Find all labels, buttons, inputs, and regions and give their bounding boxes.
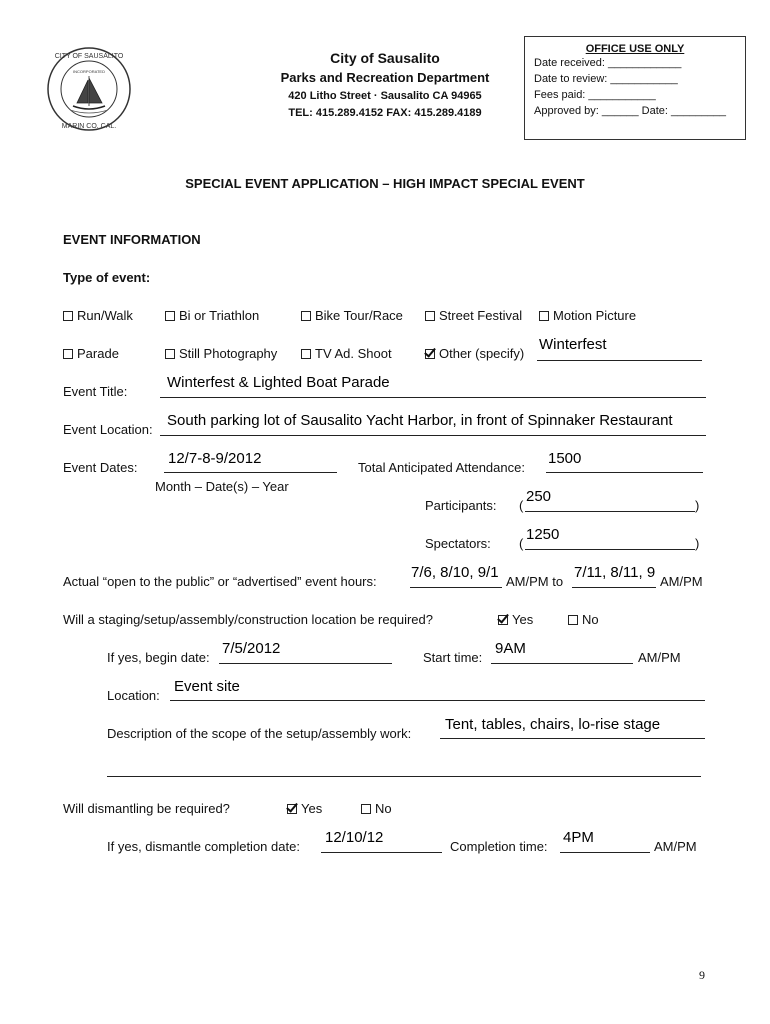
event-title-value[interactable]: Winterfest & Lighted Boat Parade <box>167 374 390 391</box>
setup-location-value[interactable]: Event site <box>174 678 240 695</box>
event-dates-value[interactable]: 12/7-8-9/2012 <box>168 450 262 467</box>
hours-ampm: AM/PM <box>660 574 703 589</box>
dismantle-question: Will dismantling be required? <box>63 801 230 816</box>
attendance-value[interactable]: 1500 <box>548 450 582 467</box>
type-of-event-label: Type of event: <box>63 270 151 285</box>
checked-checkbox-icon[interactable] <box>287 804 297 814</box>
section-heading: EVENT INFORMATION <box>63 232 201 247</box>
other-specify-value[interactable]: Winterfest <box>539 336 607 353</box>
svg-text:MARIN CO. CAL.: MARIN CO. CAL. <box>61 123 117 130</box>
completion-time-label: Completion time: <box>450 839 548 854</box>
scope-extra-line[interactable] <box>107 776 701 777</box>
type-parade[interactable]: Parade <box>63 346 119 361</box>
type-motion-picture[interactable]: Motion Picture <box>539 308 636 323</box>
staging-no[interactable]: No <box>568 612 599 627</box>
checkbox-icon[interactable] <box>425 311 435 321</box>
checkbox-icon[interactable] <box>568 615 578 625</box>
start-ampm: AM/PM <box>638 650 681 665</box>
type-tv-ad[interactable]: TV Ad. Shoot <box>301 346 392 361</box>
page-number: 9 <box>699 968 705 982</box>
spectators-label: Spectators: <box>425 536 491 551</box>
date-received: Date received: ____________ <box>534 57 682 69</box>
form-title: SPECIAL EVENT APPLICATION – HIGH IMPACT SPECIAL EVENT <box>185 176 585 191</box>
checked-checkbox-icon[interactable] <box>498 615 508 625</box>
dismantle-date-value[interactable]: 12/10/12 <box>325 829 384 846</box>
begin-date-value[interactable]: 7/5/2012 <box>222 640 281 657</box>
start-time-label: Start time: <box>423 650 483 665</box>
event-dates-label: Event Dates: <box>63 460 138 475</box>
setup-location-label: Location: <box>107 688 160 703</box>
phone-fax: TEL: 415.289.4152 FAX: 415.289.4189 <box>288 107 482 119</box>
event-title-label: Event Title: <box>63 384 128 399</box>
checkbox-icon[interactable] <box>63 311 73 321</box>
close-paren: ) <box>695 536 700 551</box>
checked-checkbox-icon[interactable] <box>425 349 435 359</box>
attendance-label: Total Anticipated Attendance: <box>358 460 525 475</box>
checkbox-icon[interactable] <box>63 349 73 359</box>
participants-value[interactable]: 250 <box>526 488 552 505</box>
dismantle-yes[interactable]: Yes <box>287 801 322 816</box>
city-seal <box>46 46 132 132</box>
office-use-box <box>524 36 746 140</box>
event-location-value[interactable]: South parking lot of Sausalito Yacht Harbor, in front of Spinnaker Restaurant <box>167 412 673 429</box>
event-hours-label: Actual “open to the public” or “advertised” event hours: <box>63 574 377 589</box>
fees-paid: Fees paid: ___________ <box>534 89 656 101</box>
participants-label: Participants: <box>425 498 497 513</box>
type-triathlon[interactable]: Bi or Triathlon <box>165 308 259 323</box>
hours-ampm-to: AM/PM to <box>506 574 564 589</box>
checkbox-icon[interactable] <box>361 804 371 814</box>
staging-yes[interactable]: Yes <box>498 612 533 627</box>
hours-end-value[interactable]: 7/11, 8/11, 9 <box>574 564 656 581</box>
event-location-label: Event Location: <box>63 422 153 437</box>
svg-text:INCORPORATED: INCORPORATED <box>73 69 105 74</box>
city-name: City of Sausalito <box>330 50 440 66</box>
open-paren: ( <box>519 536 524 551</box>
type-still-photography[interactable]: Still Photography <box>165 346 277 361</box>
svg-text:CITY OF SAUSALITO: CITY OF SAUSALITO <box>54 53 124 60</box>
completion-time-value[interactable]: 4PM <box>563 829 594 846</box>
type-street-festival[interactable]: Street Festival <box>425 308 522 323</box>
date-to-review: Date to review: ___________ <box>534 73 678 85</box>
checkbox-icon[interactable] <box>539 311 549 321</box>
spectators-value[interactable]: 1250 <box>526 526 560 543</box>
start-time-value[interactable]: 9AM <box>495 640 526 657</box>
hours-start-value[interactable]: 7/6, 8/10, 9/1 <box>411 564 499 581</box>
scope-label: Description of the scope of the setup/assembly work: <box>107 726 412 741</box>
begin-date-label: If yes, begin date: <box>107 650 210 665</box>
scope-value[interactable]: Tent, tables, chairs, lo-rise stage <box>445 716 661 733</box>
checkbox-icon[interactable] <box>165 311 175 321</box>
address: 420 Litho Street · Sausalito CA 94965 <box>288 90 482 102</box>
department-name: Parks and Recreation Department <box>280 70 490 85</box>
close-paren: ) <box>695 498 700 513</box>
office-use-title: OFFICE USE ONLY <box>585 43 685 55</box>
dates-format-hint: Month – Date(s) – Year <box>155 479 289 494</box>
type-other[interactable]: Other (specify) <box>425 346 524 361</box>
checkbox-icon[interactable] <box>301 311 311 321</box>
completion-ampm: AM/PM <box>654 839 697 854</box>
type-bike-tour[interactable]: Bike Tour/Race <box>301 308 403 323</box>
open-paren: ( <box>519 498 524 513</box>
approved-by: Approved by: ______ Date: _________ <box>534 105 727 117</box>
checkbox-icon[interactable] <box>301 349 311 359</box>
dismantle-date-label: If yes, dismantle completion date: <box>107 839 300 854</box>
staging-question: Will a staging/setup/assembly/construction location be required? <box>63 612 433 627</box>
dismantle-no[interactable]: No <box>361 801 392 816</box>
type-run-walk[interactable]: Run/Walk <box>63 308 133 323</box>
checkbox-icon[interactable] <box>165 349 175 359</box>
